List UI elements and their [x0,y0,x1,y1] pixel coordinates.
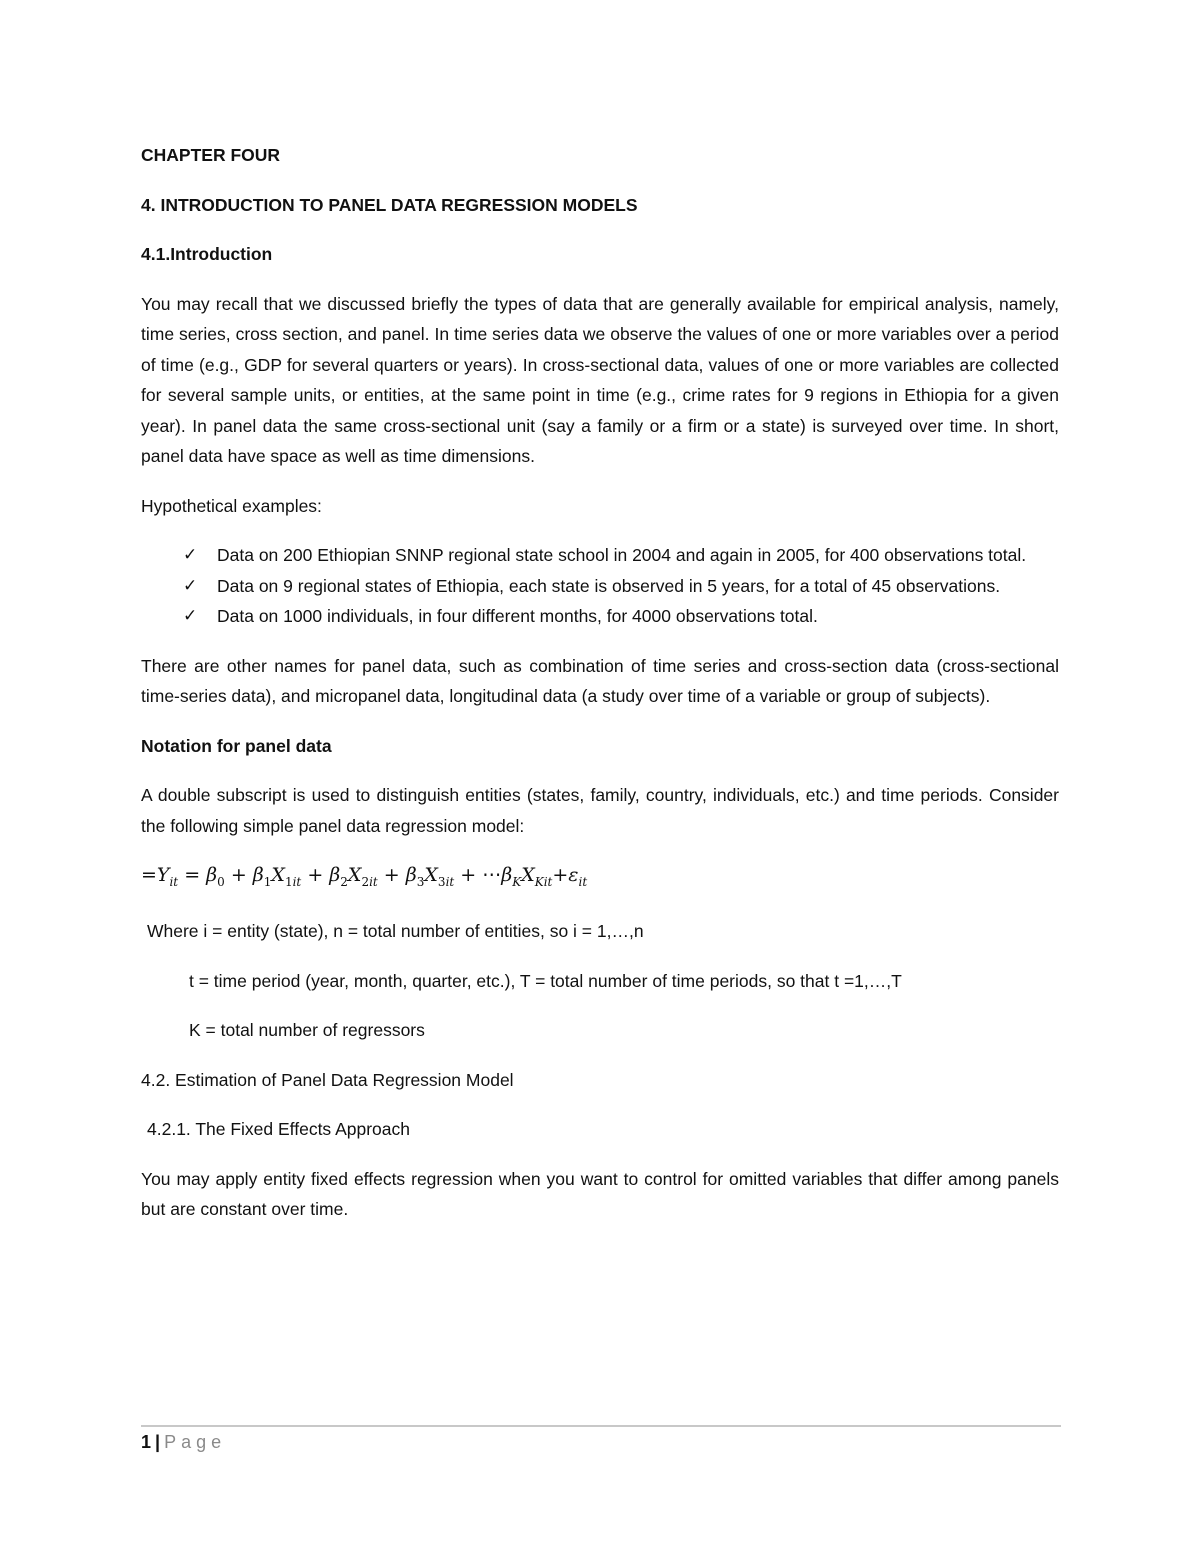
chapter-label: CHAPTER FOUR [141,145,281,165]
checkmark-icon: ✓ [183,575,198,596]
chapter-title: 4. INTRODUCTION TO PANEL DATA REGRESSION MODELS [141,194,638,215]
list-item: ✓ Data on 200 Ethiopian SNNP regional state school in 2004 and again in 2005, for 400 observations total. [141,540,1059,571]
other-names-paragraph: There are other names for panel data, such as combination of time series and cross-section data (cross-sectional time-series data), and micropanel data, longitudinal data (a study over time of a variable or group of subjects). [141,655,1059,706]
examples-list [141,540,1059,632]
notation-paragraph: A double subscript is used to distinguish entities (states, family, country, individuals, etc.) and time periods. Consider the following simple panel data regression model: [141,785,1059,836]
page-number: 1 [141,1432,152,1452]
notation-heading: Notation for panel data [141,735,332,756]
definition-k: K = total number of regressors [189,1020,425,1041]
checkmark-icon: ✓ [183,545,198,565]
definition-where: Where i = entity (state), n = total number of entities, so i = 1,…,n [147,921,644,942]
intro-paragraph: You may recall that we discussed briefly the types of data that are generally available for empirical analysis, namely, time series, cross section, and panel. In time series data we observe the values of one or more variables over a period of time (e.g., GDP for several quarters or years). In cross-sectional data, values of one or more variables are collected for several sample units, or entities, at the same point in time (e.g., crime rates for 9 regions in Ethiopia for a given year). In panel data the same cross-sectional unit (say a family or a firm or a state) is surveyed over time. In short, panel data have space as well as time dimensions. [141,293,1059,466]
definition-t: t = time period (year, month, quarter, etc.), T = total number of time periods, so that t =1,…,T [189,970,902,991]
section-heading-fixed-effects: 4.2.1. The Fixed Effects Approach [147,1119,410,1140]
footer-divider [141,1425,1061,1427]
list-item: ✓ Data on 1000 individuals, in four different months, for 4000 observations total. [141,601,1059,632]
section-heading-estimation: 4.2. Estimation of Panel Data Regression Model [141,1069,514,1090]
fixed-effects-paragraph: You may apply entity fixed effects regression when you want to control for omitted variables that differ among panels but are constant over time. [141,1168,1059,1220]
regression-equation: $=Y_{it} = \beta_0 + \beta_1X_{1it} + \beta_2X_{2it} + \beta_3X_{3it}$ + $\cdots\beta_KX_{Kit}+\varepsilon_{it}$ [141,864,588,889]
footer-separator: | [155,1432,161,1452]
examples-label: Hypothetical examples: [141,495,322,516]
page-label: Page [164,1432,227,1452]
list-item: ✓ Data on 9 regional states of Ethiopia, each state is observed in 5 years, for a total of 45 observations. [141,571,1059,602]
checkmark-icon: ✓ [183,606,198,626]
page-body [141,140,1059,1225]
page-footer [141,1432,226,1453]
section-heading-intro: 4.1.Introduction [141,244,273,264]
